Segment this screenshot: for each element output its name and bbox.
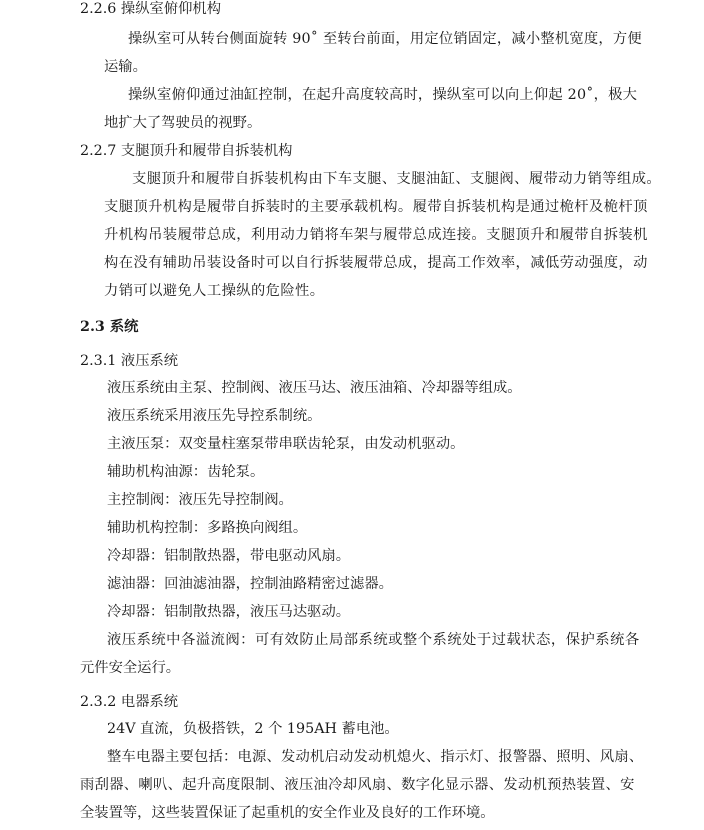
paragraph-line: 操纵室可从转台侧面旋转 90˚ 至转台前面，用定位销固定，减小整机宽度，方便 xyxy=(128,31,642,47)
paragraph-line: 升机构吊装履带总成，利用动力销将车架与履带总成连接。支腿顶升和履带自拆装机 xyxy=(104,227,648,243)
paragraph-line: 元件安全运行。 xyxy=(80,660,181,676)
paragraph-line: 支腿顶升和履带自拆装机构由下车支腿、支腿油缸、支腿阀、履带动力销等组成。 xyxy=(132,171,662,187)
list-line: 辅助机构油源：齿轮泵。 xyxy=(107,464,265,480)
section-heading-2-3-2: 2.3.2 电器系统 xyxy=(80,694,179,710)
section-heading-2-3-1: 2.3.1 液压系统 xyxy=(80,353,179,369)
section-heading-2-2-6: 2.2.6 操纵室俯仰机构 xyxy=(80,1,221,17)
paragraph-line: 运输。 xyxy=(104,59,147,75)
paragraph-line: 构在没有辅助吊装设备时可以自行拆装履带总成，提高工作效率，减低劳动强度，动 xyxy=(104,255,648,271)
list-line: 主控制阀：液压先导控制阀。 xyxy=(107,492,293,508)
list-line: 液压系统由主泵、控制阀、液压马达、液压油箱、冷却器等组成。 xyxy=(107,380,522,396)
paragraph-line: 全装置等，这些装置保证了起重机的安全作业及良好的工作环境。 xyxy=(80,805,495,821)
list-line: 主液压泵：双变量柱塞泵带串联齿轮泵，由发动机驱动。 xyxy=(107,436,465,452)
paragraph-line: 整车电器主要包括：电源、发动机启动发动机熄火、指示灯、报警器、照明、风扇、 xyxy=(107,749,644,765)
paragraph-line: 支腿顶升机构是履带自拆装时的主要承载机构。履带自拆装机构是通过桅杆及桅杆顶 xyxy=(104,199,648,215)
paragraph-line: 液压系统中各溢流阀：可有效防止局部系统或整个系统处于过载状态，保护系统各 xyxy=(107,632,640,648)
paragraph-line: 操纵室俯仰通过油缸控制，在起升高度较高时，操纵室可以向上仰起 20˚，极大 xyxy=(128,87,638,103)
section-heading-2-2-7: 2.2.7 支腿顶升和履带自拆装机构 xyxy=(80,143,293,159)
list-line: 24V 直流，负极搭铁，2 个 195AH 蓄电池。 xyxy=(107,721,399,737)
list-line: 冷却器：铝制散热器，带电驱动风扇。 xyxy=(107,548,351,564)
paragraph-line: 地扩大了驾驶员的视野。 xyxy=(104,115,262,131)
paragraph-line: 雨刮器、喇叭、起升高度限制、液压油冷却风扇、数字化显示器、发动机预热装置、安 xyxy=(80,777,635,793)
list-line: 辅助机构控制：多路换向阀组。 xyxy=(107,520,308,536)
paragraph-line: 力销可以避免人工操纵的危险性。 xyxy=(104,283,325,299)
list-line: 滤油器：回油滤油器，控制油路精密过滤器。 xyxy=(107,576,393,592)
list-line: 冷却器：铝制散热器，液压马达驱动。 xyxy=(107,604,351,620)
list-line: 液压系统采用液压先导控系制统。 xyxy=(107,408,322,424)
section-heading-2-3: 2.3 系统 xyxy=(80,319,139,335)
